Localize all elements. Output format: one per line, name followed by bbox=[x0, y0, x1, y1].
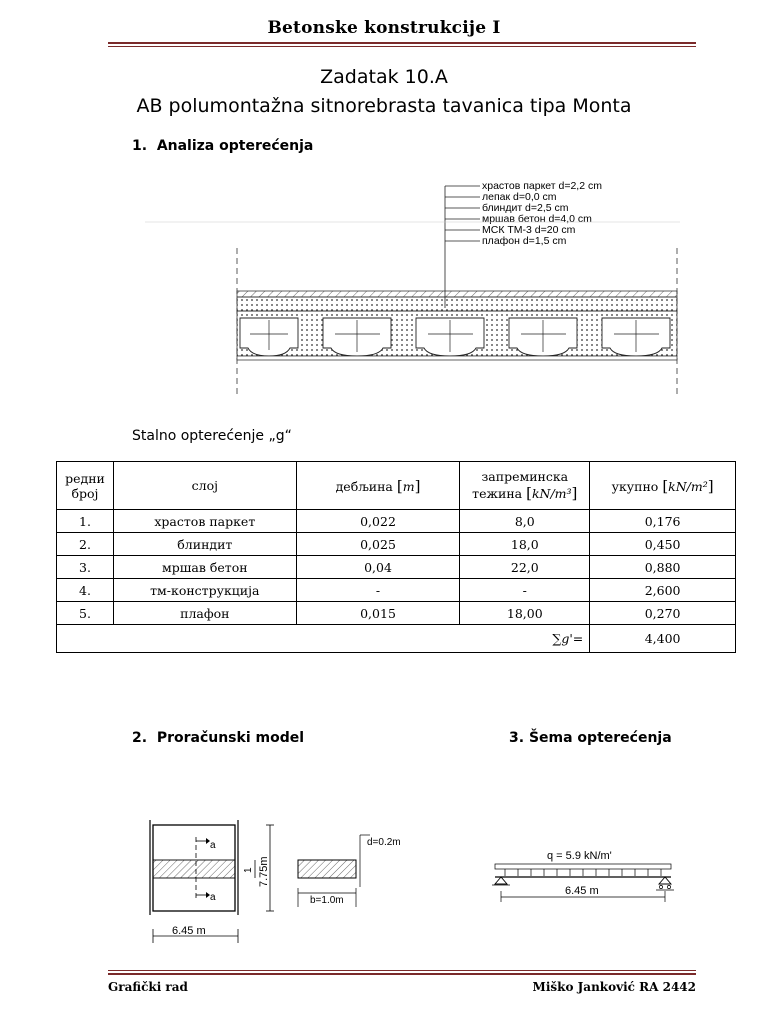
section-1-heading bbox=[132, 138, 313, 154]
section-mark: a bbox=[210, 892, 216, 903]
sum-label: ∑g'= bbox=[57, 625, 590, 653]
section-2-heading: 2. Proračunski model bbox=[132, 730, 305, 746]
layer-label: плафон d=1,5 cm bbox=[482, 235, 567, 247]
table-sum-row bbox=[57, 625, 736, 653]
task-subtitle: AB polumontažna sitnorebrasta tavanica tipa Monta bbox=[136, 95, 632, 117]
load-table bbox=[56, 461, 736, 653]
col-header-thickness: дебљина [m] bbox=[296, 462, 460, 510]
col-header-unit-weight: запреминска тежина [kN/m³] bbox=[460, 462, 590, 510]
layer-label: МСК ТМ-3 d=20 cm bbox=[482, 224, 576, 236]
col-header-layer: слој bbox=[113, 462, 296, 510]
unit: m bbox=[402, 478, 415, 494]
load-scheme-drawing bbox=[485, 840, 685, 915]
span-label: 6.45 m bbox=[565, 885, 599, 897]
span-dimension: 6.45 m bbox=[172, 925, 206, 937]
col-header-total: укупно [kN/m²] bbox=[590, 462, 736, 510]
permanent-load-heading: Stalno opterećenje „g“ bbox=[132, 428, 292, 444]
task-number: Zadatak 10.A bbox=[320, 66, 448, 88]
section-mark: a bbox=[210, 840, 216, 851]
unit: kN/m³ bbox=[531, 486, 572, 501]
unit: kN/m² bbox=[668, 478, 708, 494]
layer-label: блиндит d=2,5 cm bbox=[482, 202, 569, 214]
table-row: 2. блиндит 0,025 18,0 0,450 bbox=[57, 533, 736, 556]
layer-label: храстов паркет d=2,2 cm bbox=[482, 180, 602, 192]
section-number: 1. bbox=[132, 138, 148, 154]
table-row: 4. тм-конструкција - - 2,600 bbox=[57, 579, 736, 602]
strip-width-label: b=1.0m bbox=[310, 895, 344, 906]
strip-section bbox=[298, 860, 356, 878]
table-header-row bbox=[57, 462, 736, 510]
computational-model-drawing bbox=[130, 815, 420, 955]
header-rule bbox=[108, 42, 696, 44]
footer-rule-thin bbox=[108, 970, 696, 971]
slab-depth-label: d=0.2m bbox=[367, 837, 401, 848]
layer-label: лепак d=0,0 cm bbox=[482, 191, 557, 203]
roller-support bbox=[659, 877, 671, 884]
col-header-number: редни број bbox=[57, 462, 114, 510]
pin-support bbox=[495, 877, 507, 884]
sum-value: 4,400 bbox=[590, 625, 736, 653]
footer-left: Grafički rad bbox=[108, 980, 188, 994]
section-label: Analiza opterećenja bbox=[156, 138, 314, 154]
strip-mark: 1 bbox=[243, 867, 254, 873]
table-row: 5. плафон 0,015 18,00 0,270 bbox=[57, 602, 736, 625]
header-rule-thin bbox=[108, 46, 696, 47]
table-row: 3. мршав бетон 0,04 22,0 0,880 bbox=[57, 556, 736, 579]
layer-label: мршав бетон d=4,0 cm bbox=[482, 213, 592, 225]
footer-rule bbox=[108, 973, 696, 975]
slab-section-drawing bbox=[140, 178, 700, 403]
document-header: Betonske konstrukcije I bbox=[267, 18, 501, 38]
table-row: 1. храстов паркет 0,022 8,0 0,176 bbox=[57, 510, 736, 533]
footer-right: Miško Janković RA 2442 bbox=[532, 980, 696, 994]
calculation-strip bbox=[153, 860, 235, 878]
width-dimension: 7.75m bbox=[258, 856, 270, 887]
section-3-heading: 3. Šema opterećenja bbox=[509, 730, 672, 746]
load-label: q = 5.9 kN/m' bbox=[547, 850, 612, 862]
